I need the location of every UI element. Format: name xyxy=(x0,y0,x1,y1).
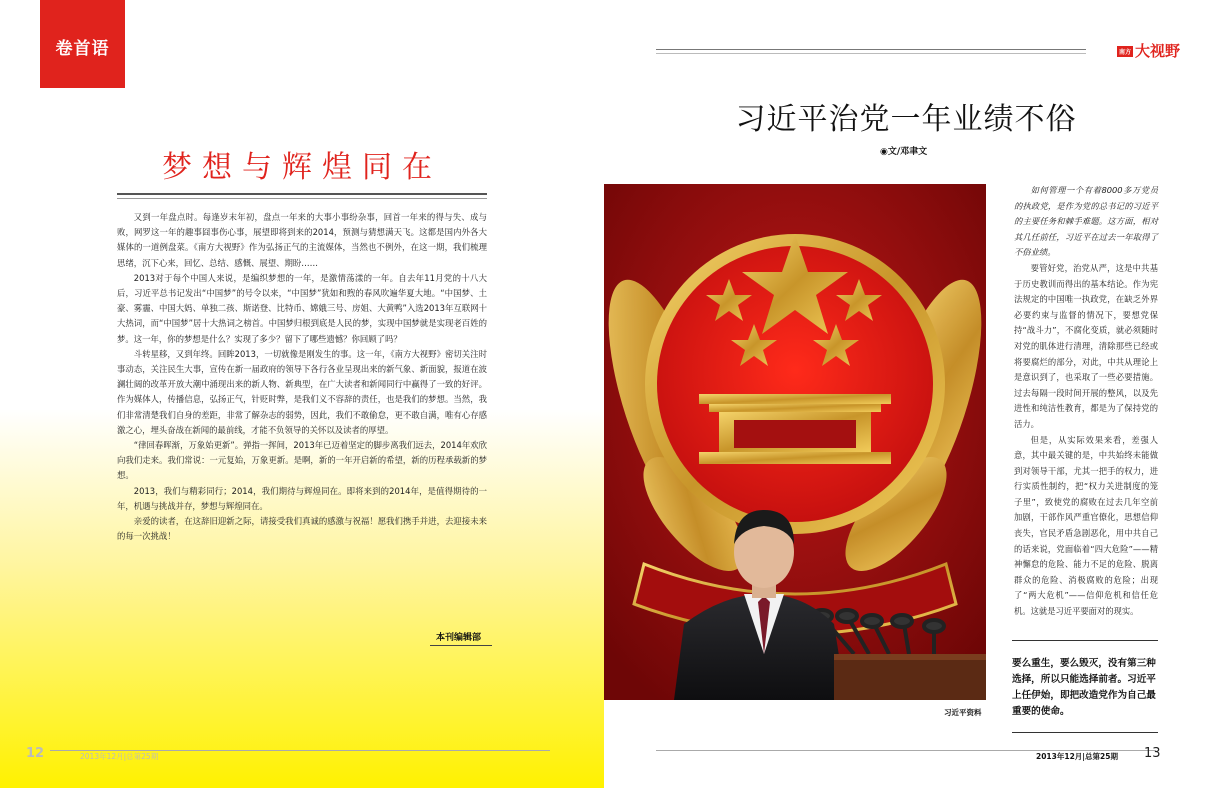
article-photo xyxy=(604,184,986,700)
article-lede: 如何管理一个有着8000多万党员的执政党，是作为党的总书记的习近平的主要任务和棘手难题。这方面，相对其几任前任，习近平在过去一年取得了不俗业绩。 xyxy=(1014,185,1158,258)
pull-quote: 要么重生，要么毁灭，没有第三种选择，所以只能选择前者。习近平上任伊始，即把改造党作为自己最重要的使命。 xyxy=(1012,658,1156,717)
issue-info: 2013年12月|总第25期 xyxy=(80,752,159,761)
photo-caption: 习近平资料 xyxy=(944,708,982,717)
signature-underline xyxy=(430,645,492,646)
editorial-signature: 本刊编辑部 xyxy=(436,633,482,643)
issue-info: 2013年12月|总第25期 xyxy=(1036,752,1118,761)
header-rule xyxy=(656,49,1086,54)
editorial-paragraph: “律回春晖渐，万象始更新”。弹指一挥间，2013年已迈着坚定的脚步离我们远去，2014年欢欣向我们走来。我们常说：一元复始，万象更新。是啊，新的一年开启新的希望，新的历程承载新的梦想。 xyxy=(117,440,487,481)
magazine-logo xyxy=(1117,40,1180,61)
section-tab: 卷首语 xyxy=(40,0,125,88)
page-number: 13 xyxy=(1144,746,1161,761)
pull-quote-rule-top xyxy=(1012,640,1158,641)
editorial-paragraph: 斗转星移，又到年终。回眸2013，一切就像是刚发生的事。这一年，《南方大视野》密切关注时事动态，关注民生大事，宣传在新一届政府的领导下各行各业呈现出来的新气象、新面貌，报道在波澜壮阔的改革开放大潮中涌现出来的新人物、新典型，在广大读者和新闻同行中赢得了一致的好评。作为媒体人，传播信息，弘扬正气，针贬时弊，是我们义不容辞的责任，也是我们的梦想。当然，我们非常清楚我们自身的差距，非常了解杂志的弱势，因此，我们不敢偷怠，更不敢自满，唯有心存感激之心，埋头奋战在新闻的最前线，才能不负领导的关怀以及读者的厚望。 xyxy=(117,348,487,435)
editorial-paragraph: 2013，我们与精彩同行；2014，我们期待与辉煌同在。即将来到的2014年，是值得期待的一年，机遇与挑战并存，梦想与辉煌同在。 xyxy=(117,485,487,511)
editorial-paragraph: 2013对于每个中国人来说，是编织梦想的一年，是激情荡漾的一年。自去年11月党的十八大后，习近平总书记发出“中国梦”的号令以来，“中国梦”犹如和煦的春风吹遍华夏大地。“中国梦、土豪、雾霾、中国大妈、单独二孩、斯诺登、比特币、嫦娥三号、房姐、大黄鸭”入选2013年互联网十大热词，而“中国梦”居十大热词之榜首。中国梦归根到底是人民的梦，实现中国梦就是实现老百姓的梦。这一年，你的梦想是什么？实现了多少？留下了哪些遗憾？你回顾了吗？ xyxy=(117,272,487,344)
national-emblem-photo xyxy=(604,184,986,700)
article-paragraph: 但是，从实际效果来看，差强人意，其中最关键的是，中共始终未能做到对领导干部，尤其一把手的权力，进行实质性制约，把“权力关进制度的笼子里”，致使党的腐败在过去几年空前加剧，干部作风严重官僚化，思想信仰丧失，官民矛盾急剧恶化，用中共自己的话来说，党面临着“四大危险”——精神懈怠的危险、能力不足的危险、脱离群众的危险、消极腐败的危险；出现了“两大危机”——信仰危机和信任危机。这就是习近平要面对的现实。 xyxy=(1014,434,1158,617)
article-title: 习近平治党一年业绩不俗 xyxy=(735,102,1077,137)
editorial-title: 梦想与辉煌同在 xyxy=(162,150,442,185)
logo-text: 大视野 xyxy=(1135,42,1181,60)
article-paragraph: 要管好党，治党从严，这是中共基于历史教训而得出的基本结论。作为宪法规定的中国唯一执政党，在缺乏外界必要约束与监督的情况下，要想党保持“战斗力”，不腐化变质，就必须随时对党的肌体进行清理，清除那些已经或将要腐烂的部分，对此，中共从理论上是意识到了，也采取了一些必要措施。过去每隔一段时间开展的整风，以及先进性和纯洁性教育，都是为了保持党的活力。 xyxy=(1014,262,1158,429)
editorial-paragraph: 又到一年盘点时。每逢岁末年初，盘点一年来的大事小事纷杂事，回首一年来的得与失、成与败，网罗这一年的趣事囧事伤心事，展望即将到来的2014，预测与猜想满天飞。这都是国内外各大媒体的一道例盘菜。《南方大视野》作为弘扬正气的主流媒体，当然也不例外，在这一期，我们梳理思绪，沉下心来，回忆、总结、感慨、展望、期盼…… xyxy=(117,212,487,268)
editorial-body xyxy=(117,210,487,544)
article-byline: ◉文/邓聿文 xyxy=(880,147,928,157)
editorial-paragraph: 亲爱的读者，在这辞旧迎新之际，请接受我们真诚的感激与祝福！愿我们携手并进，去迎接未来的每一次挑战！ xyxy=(117,516,487,542)
pull-quote-rule-bottom xyxy=(1012,732,1158,733)
page-number: 12 xyxy=(26,746,45,761)
logo-mark: 南方 xyxy=(1117,46,1133,57)
article-body xyxy=(1014,183,1158,620)
title-rule xyxy=(117,193,487,199)
